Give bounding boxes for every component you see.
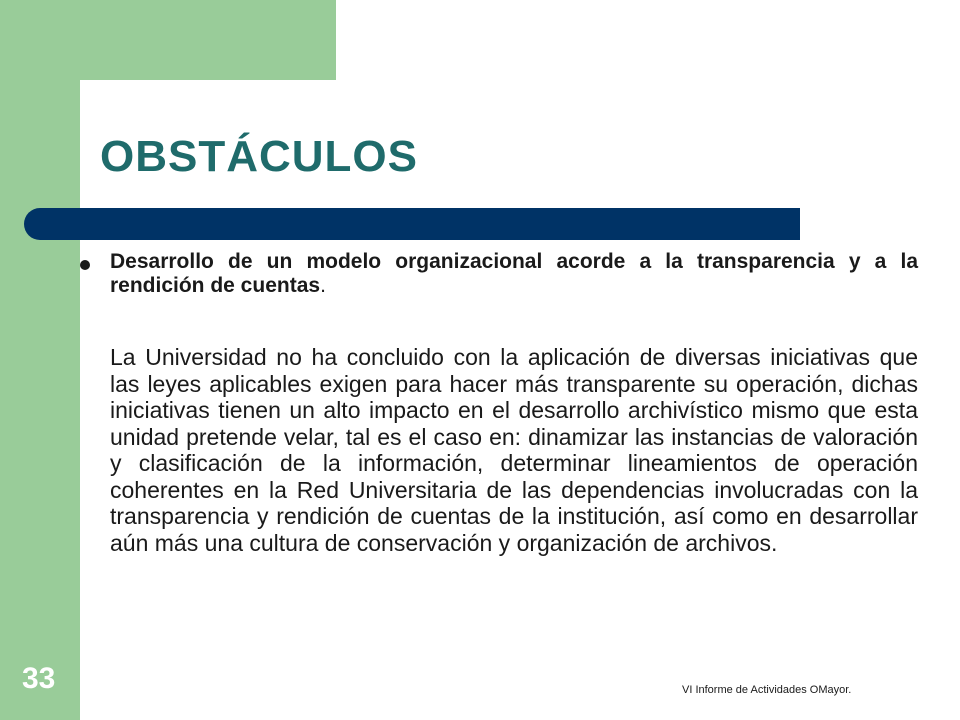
slide-content: [80, 250, 918, 556]
page-number: 33: [22, 662, 56, 695]
sidebar-strip: [0, 0, 80, 720]
footer-text: VI Informe de Actividades OMayor.: [682, 684, 852, 696]
top-accent-block: [80, 0, 336, 80]
bullet-heading-text: Desarrollo de un modelo organizacional acorde a la transparencia y a la rendición de cuentas: [110, 250, 918, 297]
slide-title: OBSTÁCULOS: [100, 132, 418, 181]
bullet-item: [80, 250, 918, 298]
bullet-heading: [110, 250, 918, 298]
title-rule-bar: [24, 208, 800, 240]
bullet-period: .: [320, 274, 326, 297]
bullet-dot-icon: [80, 260, 90, 270]
body-paragraph: La Universidad no ha concluido con la aplicación de diversas iniciativas que las leyes aplicables exigen para hacer más transparente su operación, dichas iniciativas tienen un alto impacto en el desarrollo archivístico mismo que esta unidad pretende velar, tal es el caso en: dinamizar las instancias de valoración y clasificación de la información, determinar lineamientos de operación coherentes en la Red Universitaria de las dependencias involucradas con la transparencia y rendición de cuentas de la institución, así como en desarrollar aún más una cultura de conservación y organización de archivos.: [110, 344, 918, 556]
